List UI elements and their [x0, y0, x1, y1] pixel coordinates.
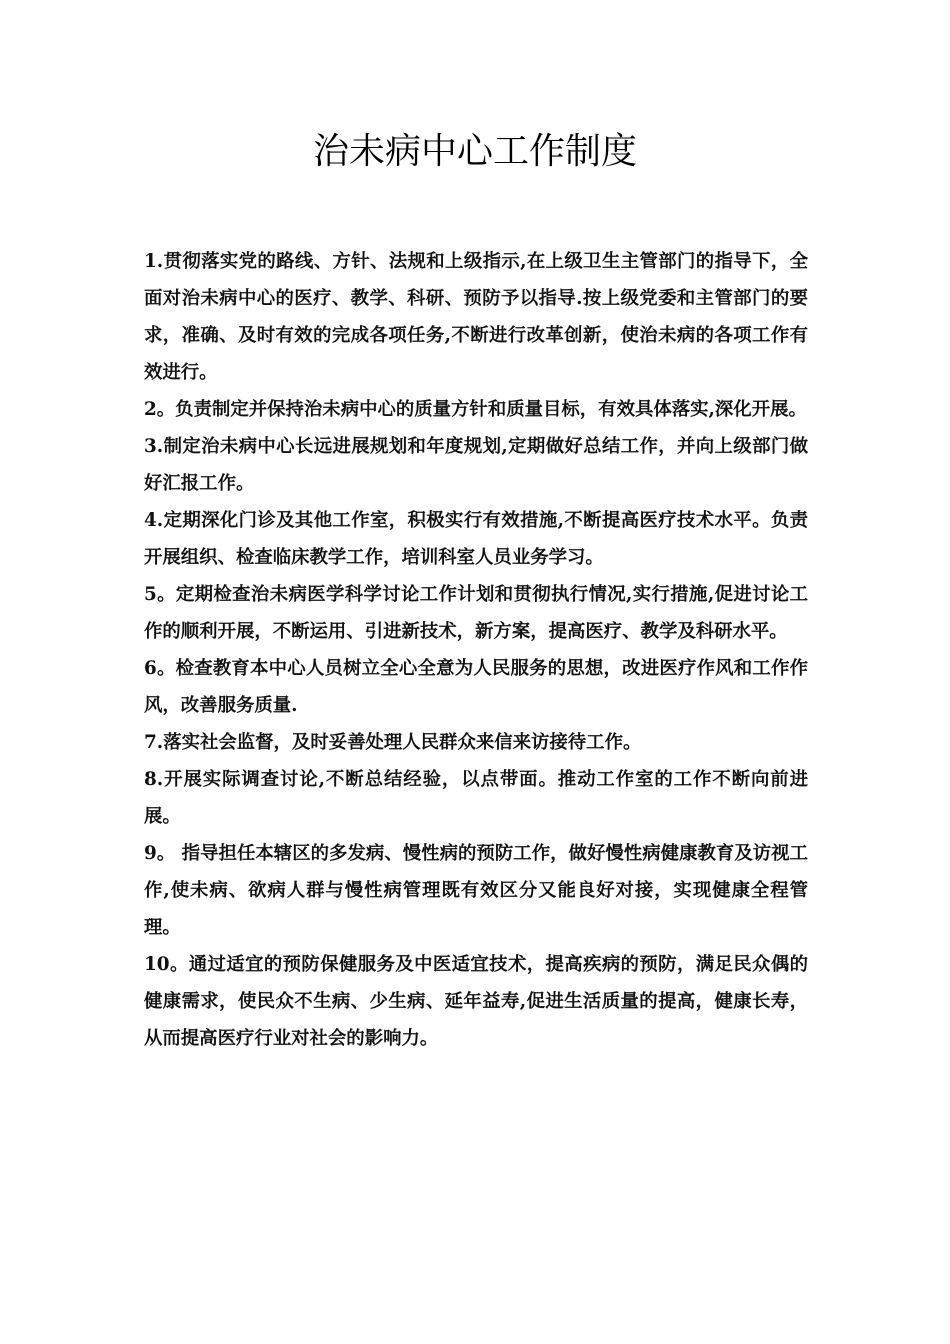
document-body: [144, 243, 808, 1057]
paragraph-item-2: 2。负责制定并保持治未病中心的质量方针和质量目标，有效具体落实,深化开展。: [144, 399, 807, 420]
paragraph-item-3: 3.制定治未病中心长远进展规划和年度规划,定期做好总结工作，并向上级部门做好汇报工作。: [144, 436, 808, 494]
document-title: 治未病中心工作制度: [312, 131, 637, 172]
paragraph-item-4: 4.定期深化门诊及其他工作室，积极实行有效措施,不断提高医疗技术水平。负责开展组织、检查临床教学工作，培训科室人员业务学习。: [144, 510, 808, 568]
paragraph-item-5: 5。定期检查治未病医学科学讨论工作计划和贯彻执行情况,实行措施,促进讨论工作的顺利开展，不断运用、引进新技术，新方案，提高医疗、教学及科研水平。: [144, 584, 808, 642]
paragraph-item-9: 9。 指导担任本辖区的多发病、慢性病的预防工作，做好慢性病健康教育及访视工作,使未病、欲病人群与慢性病管理既有效区分又能良好对接，实现健康全程管理。: [144, 843, 808, 938]
paragraph-item-6: 6。检查教育本中心人员树立全心全意为人民服务的思想，改进医疗作风和工作作风，改善服务质量.: [144, 658, 808, 716]
paragraph-item-8: 8.开展实际调查讨论,不断总结经验，以点带面。推动工作室的工作不断向前进展。: [144, 769, 808, 827]
paragraph-item-7: 7.落实社会监督，及时妥善处理人民群众来信来访接待工作。: [144, 732, 642, 753]
paragraph-item-10: 10。通过适宜的预防保健服务及中医适宜技术，提高疾病的预防，满足民众偶的健康需求，使民众不生病、少生病、延年益寿,促进生活质量的提高，健康长寿，从而提高医疗行业对社会的影响力。: [144, 954, 808, 1049]
paragraph-item-1: 1.贯彻落实党的路线、方针、法规和上级指示,在上级卫生主管部门的指导下，全面对治未病中心的医疗、教学、科研、预防予以指导.按上级党委和主管部门的要求，准确、及时有效的完成各项任务,不断进行改革创新，使治未病的各项工作有效进行。: [144, 251, 808, 383]
